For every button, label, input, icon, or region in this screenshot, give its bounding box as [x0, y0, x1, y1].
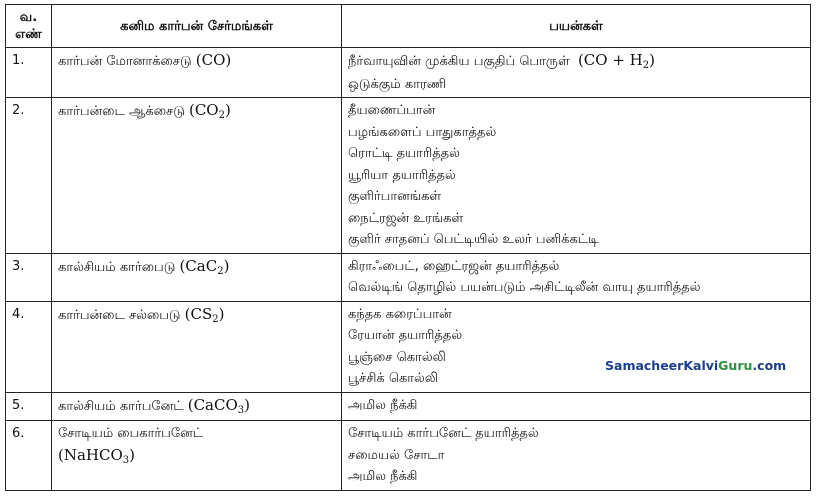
- uses-cell: [342, 301, 811, 392]
- use-formula: $(CO + H_2)$: [577, 51, 655, 71]
- use-item: ரொட்டி தயாரித்தல்: [348, 146, 460, 161]
- header-compound: கனிம கார்பன் சேர்மங்கள்: [52, 5, 342, 48]
- use-item: ஒடுக்கும் காரணி: [348, 76, 447, 92]
- compound-name-text: கால்சியம் கார்பைடு: [58, 259, 176, 275]
- use-item: நீர்வாயுவின் முக்கிய பகுதிப் பொருள் $(CO + H_2)$: [348, 51, 655, 71]
- use-item: தீயணைப்பான்: [348, 103, 436, 118]
- compound-formula: (NaHCO$_3$): [58, 445, 136, 466]
- serial-number: 4.: [6, 301, 52, 392]
- use-item: அமில நீக்கி: [348, 469, 418, 484]
- serial-number: 5.: [6, 392, 52, 421]
- use-item: வெல்டிங் தொழில் பயன்படும் அசிட்டிலீன் வாயு தயாரித்தல்: [348, 280, 701, 295]
- serial-number: 2.: [6, 98, 52, 254]
- use-item: சமையல் சோடா: [348, 447, 445, 463]
- compound-name: [52, 392, 342, 421]
- compound-name-text: கார்பன் மோனாக்சைடு: [58, 54, 192, 69]
- watermark-part2: Guru: [718, 358, 753, 373]
- use-item: ரேயான் தயாரித்தல்: [348, 328, 463, 343]
- compound-name-text: கார்பன்டை ஆக்சைடு: [58, 104, 185, 119]
- uses-cell: [342, 98, 811, 254]
- compound-name: [52, 253, 342, 301]
- compound-name-text: கால்சியம் கார்பனேட்: [58, 398, 184, 414]
- compound-formula: (CO): [195, 51, 232, 69]
- use-item: கந்தக கரைப்பான்: [348, 306, 452, 322]
- watermark-part1: SamacheerKalvi: [605, 358, 719, 373]
- uses-cell: [342, 392, 811, 421]
- table-row: [6, 48, 811, 98]
- use-item: கிராஃபைட், ஹைட்ரஜன் தயாரித்தல்: [348, 258, 560, 274]
- use-item: யூரியா தயாரித்தல்: [348, 167, 456, 183]
- compound-name-text: கார்பன்டை சல்பைடு: [58, 307, 181, 323]
- use-item: பூச்சிக் கொல்லி: [348, 371, 439, 386]
- carbon-compounds-table: [5, 4, 811, 491]
- watermark: [605, 358, 786, 373]
- compound-name: [52, 48, 342, 98]
- serial-number: 6.: [6, 421, 52, 491]
- use-item: நைட்ரஜன் உரங்கள்: [348, 210, 464, 226]
- uses-cell: [342, 253, 811, 301]
- use-item: பூஞ்சை கொல்லி: [348, 349, 446, 365]
- use-item: அமில நீக்கி: [348, 397, 418, 413]
- compound-formula: (CaCO$_3$): [187, 395, 250, 416]
- uses-cell: [342, 421, 811, 491]
- watermark-part3: .com: [752, 358, 787, 373]
- compound-name: [52, 301, 342, 392]
- use-item: குளிர்பானங்கள்: [348, 189, 442, 204]
- uses-cell: [342, 48, 811, 98]
- compound-formula: (CaC$_2$): [179, 256, 230, 277]
- serial-number: 1.: [6, 48, 52, 98]
- table-header-row: [6, 5, 811, 48]
- compound-formula: $(CS_2)$: [184, 304, 225, 325]
- header-serial-number: வ. எண்: [6, 5, 52, 48]
- serial-number: 3.: [6, 253, 52, 301]
- use-item: சோடியம் கார்பனேட் தயாரித்தல்: [348, 426, 539, 441]
- table-row: [6, 392, 811, 421]
- header-uses: பயன்கள்: [342, 5, 811, 48]
- compound-name-text: சோடியம் பைகார்பனேட்: [58, 426, 204, 441]
- compound-formula: $(CO_2)$: [188, 101, 231, 121]
- use-item: குளிர் சாதனப் பெட்டியில் உலர் பனிக்கட்டி: [348, 232, 599, 247]
- table-row: [6, 253, 811, 301]
- table-row: [6, 421, 811, 491]
- compound-name: [52, 98, 342, 254]
- table-row: [6, 98, 811, 254]
- use-item: பழங்களைப் பாதுகாத்தல்: [348, 124, 497, 140]
- compound-name: [52, 421, 342, 491]
- table-row: [6, 301, 811, 392]
